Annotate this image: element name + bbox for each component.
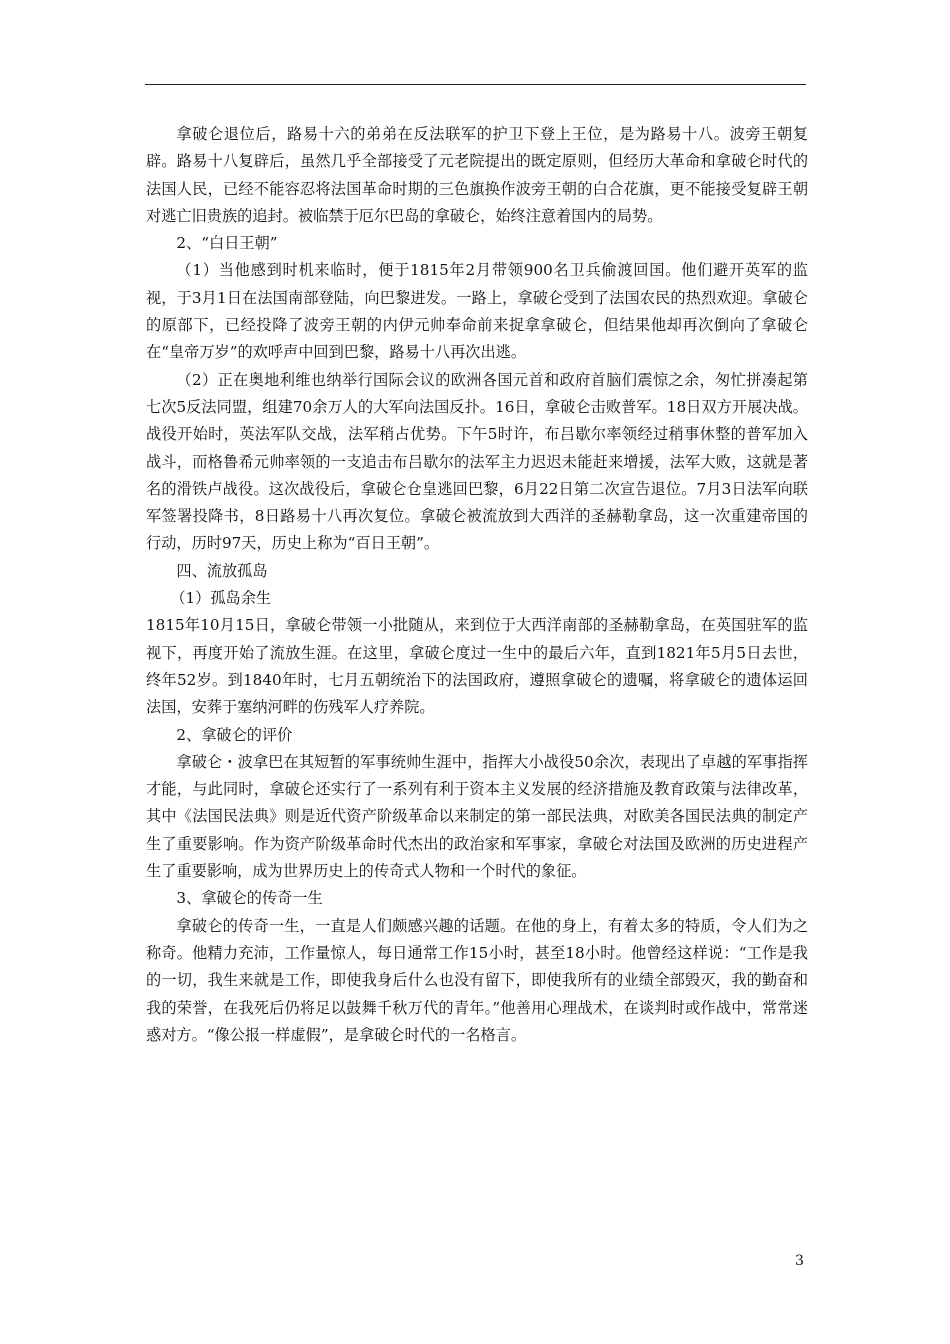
paragraph-saint-helena: 1815年10月15日，拿破仑带领一小批随从，来到位于大西洋南部的圣赫勒拿岛，在英国驻军的监视下，再度开始了流放生涯。在这里，拿破仑度过一生中的最后六年，直到1821年5月5日去世，终年52岁。到1840年时，七月五朝统治下的法国政府，遵照拿破仑的遗嘱，将拿破仑的遗体运回法国，安葬于塞纳河畔的伤残军人疗养院。 [146, 616, 808, 717]
paragraph-legendary-life: 拿破仑的传奇一生，一直是人们颇感兴趣的话题。在他的身上，有着太多的特质，令人们为之称奇。他精力充沛，工作量惊人，每日通常工作15小时，甚至18小时。他曾经这样说：“工作是我的一切，我生来就是工作，即使我身后什么也没有留下，即使我所有的业绩全部毁灭，我的勤奋和我的荣誉，在我死后仍将足以鼓舞千秋万代的青年。”他善用心理战术，在谈判时或作战中，常常迷惑对方。“像公报一样虚假”，是拿破仑时代的一名格言。 [146, 916, 808, 1044]
section-heading-hundred-days: 2、“白日王朝” [176, 234, 278, 253]
section-heading-exile: 四、流放孤岛 [176, 561, 268, 580]
paragraph-evaluation: 拿破仑・波拿巴在其短暂的军事统帅生涯中，指挥大小战役50余次，表现出了卓越的军事指挥才能，与此同时，拿破仑还实行了一系列有利于资本主义发展的经济措施及教育政策与法律改革，其中《法国民法典》则是近代资产阶级革命以来制定的第一部民法典，对欧美各国民法典的制定产生了重要影响。作为资产阶级革命时代杰出的政治家和军事家，拿破仑对法国及欧洲的历史进程产生了重要影响，成为世界历史上的传奇式人物和一个时代的象征。 [146, 752, 808, 881]
page-number: 3 [795, 1253, 804, 1269]
paragraph-return-to-paris: （1）当他感到时机来临时，便于1815年2月带领900名卫兵偷渡回国。他们避开英军的监视，于3月1日在法国南部登陆，向巴黎进发。一路上，拿破仑受到了法国农民的热烈欢迎。拿破仑的原部下，已经投降了波旁王朝的内伊元帅奉命前来捉拿拿破仑，但结果他却再次倒向了拿破仑在“皇帝万岁”的欢呼声中回到巴黎，路易十八再次出逃。 [146, 261, 808, 362]
paragraph-bourbon-restoration: 拿破仑退位后，路易十六的弟弟在反法联军的护卫下登上王位，是为路易十八。波旁王朝复辟。路易十八复辟后，虽然几乎全部接受了元老院提出的既定原则，但经历大革命和拿破仑时代的法国人民，已经不能容忍将法国革命时期的三色旗换作波旁王朝的白合花旗，更不能接受复辟王朝对逃亡旧贵族的追封。被临禁于厄尔巴岛的拿破仑，始终注意着国内的局势。 [146, 125, 808, 225]
header-rule [145, 84, 806, 85]
section-heading-legendary-life: 3、拿破仑的传奇一生 [176, 889, 323, 908]
document-body [146, 121, 808, 1049]
section-heading-evaluation: 2、拿破仑的评价 [176, 725, 293, 744]
subsection-heading-island-life: （1）孤岛余生 [170, 589, 272, 608]
paragraph-waterloo: （2）正在奥地利维也纳举行国际会议的欧洲各国元首和政府首脑们震惊之余，匆忙拼凑起第七次5反法同盟，组建70余万人的大军向法国反扑。16日，拿破仑击败普军。18日双方开展决战。战役开始时，英法军队交战，法军稍占优势。下午5时许，布吕歇尔率领经过稍事休整的普军加入战斗，而格鲁希元帅率领的一支追击布吕歇尔的法军主力迟迟未能赶来增援，法军大败，这就是著名的滑铁卢战役。这次战役后，拿破仑仓皇逃回巴黎，6月22日第二次宣告退位。7月3日法军向联军签署投降书，8日路易十八再次复位。拿破仑被流放到大西洋的圣赫勒拿岛，这一次重建帝国的行动，历时97天，历史上称为“百日王朝”。 [146, 370, 808, 553]
